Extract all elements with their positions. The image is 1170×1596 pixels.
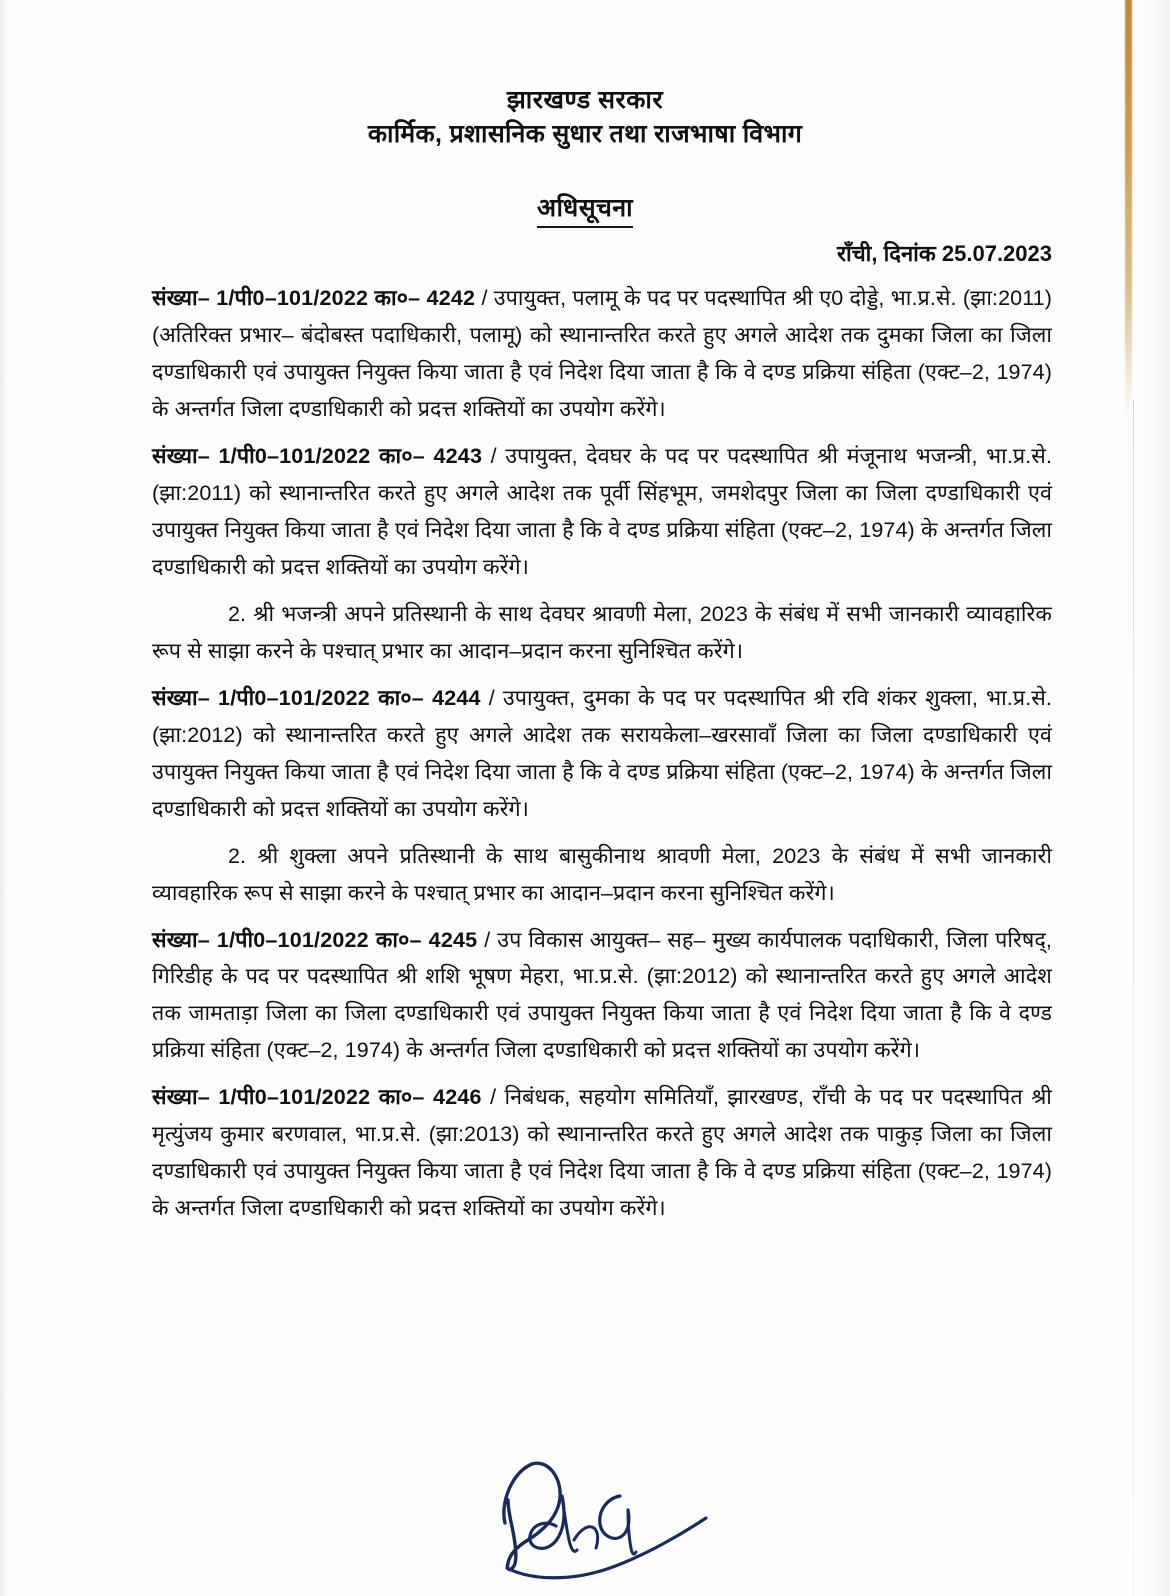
memo-text-4242: उपायुक्त, पलामू के पद पर पदस्थापित श्री ए0 दोड्डे, भा.प्र.से. (झा:2011) (अतिरिक्त प्रभार– बंदोबस्त पदाधिकारी, पलामू) को स्थानान्तरित करते हुए अगले आदेश तक दुमका जिला का जिला दण्डाधिकारी एवं उपायुक्त नियुक्त किया जाता है एवं निदेश दिया जाता है कि वे दण्ड प्रक्रिया संहिता (एक्ट–2, 1974) के अन्तर्गत जिला दण्डाधिकारी को प्रदत्त शक्तियों का उपयोग करेंगे। [152,286,1052,421]
document-header [0,0,1170,150]
place-label: राँची, दिनांक [837,241,942,266]
clause-text-bhajantri: श्री भजन्त्री अपने प्रतिस्थानी के साथ देवघर श्रावणी मेला, 2023 के संबंध में सभी जानकारी व्यावहारिक रूप से साझा करने के पश्चात् प्रभार का आदान–प्रदान करना सुनिश्चित करेंगे। [152,601,1052,663]
memo-number-4246: संख्या– 1/पी0–101/2022 का०– 4246 [152,1085,482,1110]
memo-separator-4245: / [484,927,491,952]
memo-separator-4243: / [490,443,497,468]
department-name: कार्मिक, प्रशासनिक सुधार तथा राजभाषा विभाग [367,120,803,148]
notification-paragraph-4243 [152,438,1052,586]
notification-paragraph-4245 [152,922,1052,1070]
clause-number-shukla: 2. [228,843,247,868]
clause-text-shukla: श्री शुक्ला अपने प्रतिस्थानी के साथ बासुकीनाथ श्रावणी मेला, 2023 के संबंध में सभी जानकारी व्यावहारिक रूप से साझा करने के पश्चात् प्रभार का आदान–प्रदान करना सुनिश्चित करेंगे। [152,843,1052,905]
signature-block [470,1448,730,1583]
clause-number-bhajantri: 2. [228,601,247,626]
memo-text-4245: उप विकास आयुक्त– सह– मुख्य कार्यपालक पदाधिकारी, जिला परिषद्, गिरिडीह के पद पर पदस्थापित श्री शशि भूषण मेहरा, भा.प्र.से. (झा:2012) को स्थानान्तरित करते हुए अगले आदेश तक जामताड़ा जिला का जिला दण्डाधिकारी एवं उपायुक्त नियुक्त किया जाता है एवं निदेश दिया जाता है कि वे दण्ड प्रक्रिया संहिता (एक्ट–2, 1974) के अन्तर्गत जिला दण्डाधिकारी को प्रदत्त शक्तियों का उपयोग करेंगे। [152,927,1053,1063]
notification-paragraph-4246 [152,1079,1052,1227]
memo-number-4243: संख्या– 1/पी0–101/2022 का०– 4243 [152,443,483,468]
notification-date: 25.07.2023 [941,241,1052,266]
memo-number-4244: संख्या– 1/पी0–101/2022 का०– 4244 [152,685,481,710]
notification-paragraph-4242 [152,280,1052,428]
memo-separator-4244: / [488,685,495,710]
memo-separator-4242: / [481,286,488,310]
notification-paragraph-4244 [152,680,1052,828]
page-title: अधिसूचना [537,190,633,228]
government-name: झारखण्ड सरकार [506,86,664,114]
document-body [0,280,1170,1227]
notification-title-row [0,190,1170,228]
memo-text-4244: उपायुक्त, दुमका के पद पर पदस्थापित श्री रवि शंकर शुक्ला, भा.प्र.से. (झा:2012) को स्थानान्तरित करते हुए अगले आदेश तक सरायकेला–खरसावाँ जिला का जिला दण्डाधिकारी एवं उपायुक्त नियुक्त किया जाता है एवं निदेश दिया जाता है कि वे दण्ड प्रक्रिया संहिता (एक्ट–2, 1974) के अन्तर्गत जिला दण्डाधिकारी को प्रदत्त शक्तियों का उपयोग करेंगे। [152,685,1052,821]
handwritten-signature-icon [470,1448,730,1583]
notification-clause-shukla [152,838,1052,912]
memo-separator-4246: / [490,1085,497,1110]
memo-text-4246: निबंधक, सहयोग समितियाँ, झारखण्ड, राँची के पद पर पदस्थापित श्री मृत्युंजय कुमार बरणवाल, भा.प्र.से. (झा:2013) को स्थानान्तरित करते हुए अगले आदेश तक पाकुड़ जिला का जिला दण्डाधिकारी एवं उपायुक्त नियुक्त किया जाता है एवं निदेश दिया जाता है कि वे दण्ड प्रक्रिया संहिता (एक्ट–2, 1974) के अन्तर्गत जिला दण्डाधिकारी को प्रदत्त शक्तियों का उपयोग करेंगे। [152,1085,1052,1221]
memo-number-4242: संख्या– 1/पी0–101/2022 का०– 4242 [152,286,476,310]
notification-clause-bhajantri [152,596,1052,670]
place-and-date [0,238,1170,268]
memo-number-4245: संख्या– 1/पी0–101/2022 का०– 4245 [152,927,478,952]
memo-text-4243: उपायुक्त, देवघर के पद पर पदस्थापित श्री मंजूनाथ भजन्त्री, भा.प्र.से. (झा:2011) को स्थानान्तरित करते हुए अगले आदेश तक पूर्वी सिंहभूम, जमशेदपुर जिला का जिला दण्डाधिकारी एवं उपायुक्त नियुक्त किया जाता है एवं निदेश दिया जाता है कि वे दण्ड प्रक्रिया संहिता (एक्ट–2, 1974) के अन्तर्गत जिला दण्डाधिकारी को प्रदत्त शक्तियों का उपयोग करेंगे। [152,443,1053,579]
